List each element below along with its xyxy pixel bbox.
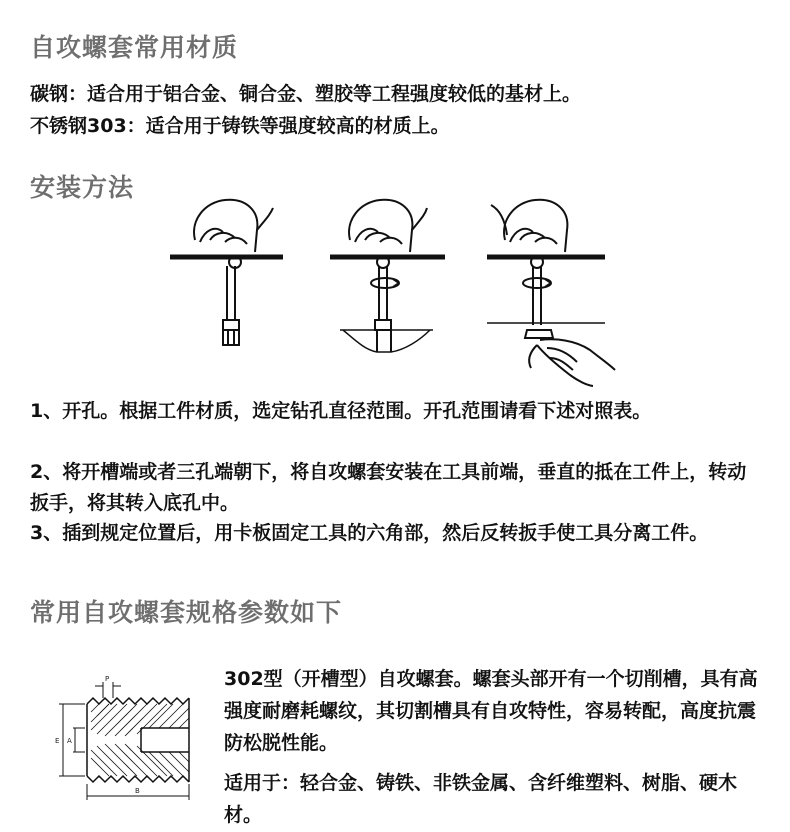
install-step3-figure	[487, 200, 615, 386]
dim-label-p: P	[105, 675, 110, 683]
material-line-carbon-steel: 碳钢：适合用于铝合金、铜合金、塑胶等工程强度较低的基材上。	[30, 83, 582, 105]
dim-label-e: E	[55, 737, 60, 745]
spec-applicable: 适用于：轻合金、铸铁、非铁金属、含纤维塑料、树脂、硬木材。	[224, 772, 738, 826]
install-step2-figure	[330, 200, 445, 352]
install-steps-illustration	[165, 180, 625, 390]
material-line-stainless-steel: 不锈钢303：适合用于铸铁等强度较高的材质上。	[30, 115, 450, 137]
install-step-2: 2、将开槽端或者三孔端朝下，将自攻螺套安装在工具前端，垂直的抵在工件上，转动扳手，将其转入底孔中。	[30, 461, 747, 514]
material-section-title: 自攻螺套常用材质	[30, 33, 239, 62]
install-section-title: 安装方法	[30, 173, 135, 202]
dim-label-a: A	[67, 737, 72, 745]
install-step-3: 3、插到规定位置后，用卡板固定工具的六角部，然后反转扳手使工具分离工件。	[30, 522, 709, 544]
spec-section-title: 常用自攻螺套规格参数如下	[30, 598, 343, 627]
dim-label-b: B	[135, 787, 140, 795]
insert-dimension-diagram	[45, 672, 200, 807]
spec-description: 302型（开槽型）自攻螺套。螺套头部开有一个切削槽，具有高强度耐磨耗螺纹，其切割槽具有自攻特性，容易转配，高度抗震防松脱性能。	[224, 668, 758, 754]
install-step-1: 1、开孔。根据工件材质，选定钻孔直径范围。开孔范围请看下述对照表。	[30, 400, 652, 422]
install-step1-figure	[170, 200, 283, 345]
